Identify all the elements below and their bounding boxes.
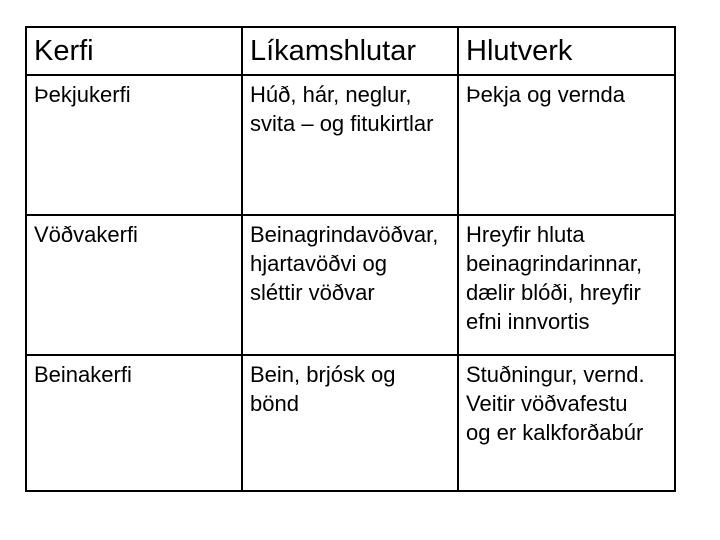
cell-likamshlutar xyxy=(242,75,458,215)
table-row xyxy=(26,75,675,215)
cell-kerfi xyxy=(26,75,242,215)
cell-text: Beinagrindavöðvar, hjartavöðvi og sléttir vöðvar xyxy=(250,222,439,305)
cell-hlutverk xyxy=(458,75,675,215)
table-row xyxy=(26,355,675,491)
cell-text: Þekja og vernda xyxy=(466,82,625,107)
cell-likamshlutar xyxy=(242,355,458,491)
cell-kerfi xyxy=(26,215,242,355)
table-header-row xyxy=(26,27,675,75)
cell-hlutverk xyxy=(458,355,675,491)
cell-text: Þekjukerfi xyxy=(34,82,131,107)
cell-text: Beinakerfi xyxy=(34,362,132,387)
header-kerfi: Kerfi xyxy=(26,27,242,75)
cell-likamshlutar xyxy=(242,215,458,355)
cell-text: Bein, brjósk og bönd xyxy=(250,362,396,416)
cell-text: Stuðningur, vernd. Veitir vöðvafestu og er kalkforðabúr xyxy=(466,362,645,445)
cell-text: Hreyfir hluta beinagrindarinnar, dælir blóði, hreyfir efni innvortis xyxy=(466,222,643,334)
table-row xyxy=(26,215,675,355)
cell-text: Vöðvakerfi xyxy=(34,222,138,247)
body-systems-table xyxy=(25,26,676,492)
cell-kerfi xyxy=(26,355,242,491)
cell-hlutverk xyxy=(458,215,675,355)
cell-text: Húð, hár, neglur, svita – og fitukirtlar xyxy=(250,82,434,136)
header-likamshlutar: Líkamshlutar xyxy=(242,27,458,75)
header-hlutverk: Hlutverk xyxy=(458,27,675,75)
